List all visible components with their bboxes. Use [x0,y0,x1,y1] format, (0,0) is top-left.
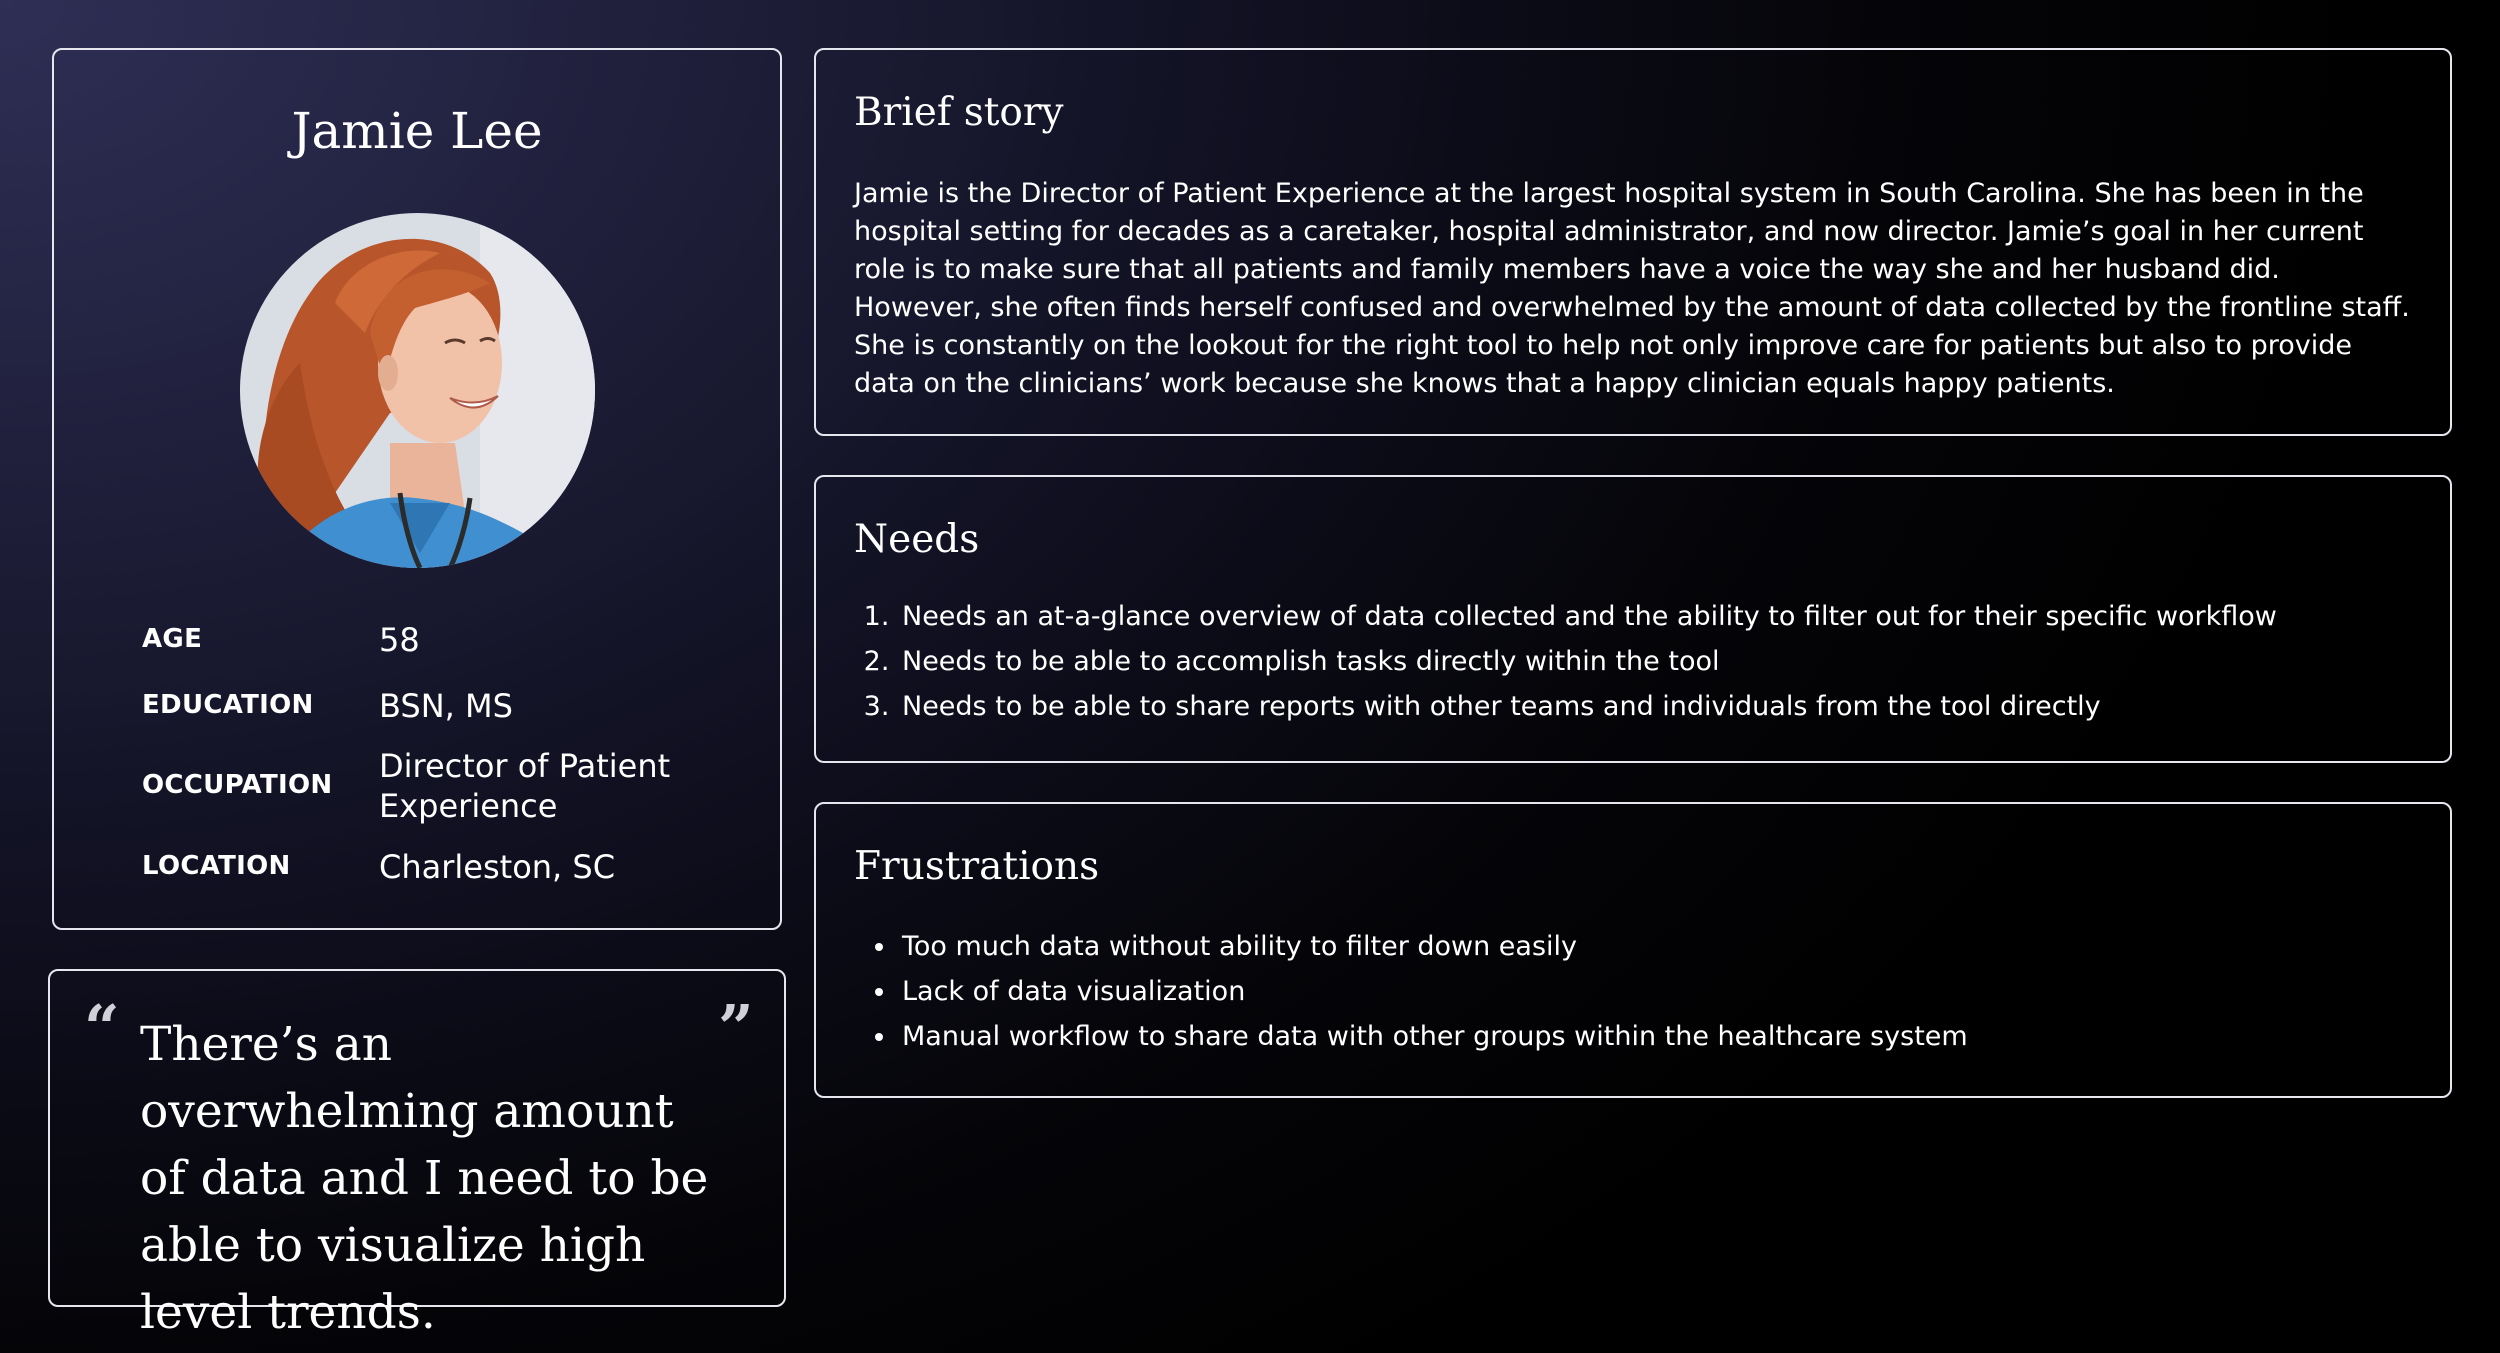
frustrations-card [814,802,2452,1098]
education-label: EDUCATION [142,690,314,720]
brief-story-card [814,48,2452,436]
needs-list-item: 3. Needs to be able to share reports with other teams and individuals from the tool directly [898,684,2277,729]
frustrations-list-item: • Manual workflow to share data with other groups within the healthcare system [898,1014,1968,1059]
frustrations-list [856,924,1968,1059]
needs-list-item: 2. Needs to be able to accomplish tasks directly within the tool [898,639,2277,684]
persona-photo [240,213,595,568]
occupation-label: OCCUPATION [142,770,333,800]
age-value: 58 [379,621,420,659]
needs-list [856,594,2277,729]
location-label: LOCATION [142,851,291,881]
occupation-value: Director of Patient Experience [379,747,671,825]
frustrations-list-item: • Too much data without ability to filter down easily [898,924,1968,969]
persona-photo-illustration [240,213,595,568]
persona-profile-card [52,48,782,930]
needs-card [814,475,2452,763]
age-label: AGE [142,624,203,654]
education-value: BSN, MS [379,687,513,725]
brief-story-text: Jamie is the Director of Patient Experience at the largest hospital system in South Carolina. She has been in the hospital setting for decades as a caretaker, hospital administrator, and now director. Jamie’s goal in her current role is to make sure that all patients and family members have a voice the way she and her husband did. However, she often finds herself confused and overwhelmed by the amount of data collected by the frontline staff. She is constantly on the lookout for the right tool to help not only improve care for patients but also to provide data on the clinicians’ work because she knows that a happy clinician equals happy patients. [854,178,2410,399]
brief-story-title: Brief story [854,90,1064,135]
open-quote-icon: “ [84,991,120,1064]
needs-list-item: 1. Needs an at-a-glance overview of data collected and the ability to filter out for their specific workflow [898,594,2277,639]
needs-title: Needs [854,517,980,562]
frustrations-list-item: • Lack of data visualization [898,969,1968,1014]
persona-quote-text: There’s an overwhelming amount of data and I need to be able to visualize high level trends. [140,1017,709,1340]
persona-name: Jamie Lee [291,102,543,160]
frustrations-title: Frustrations [854,844,1100,889]
persona-quote-card [48,969,786,1340]
close-quote-icon: ” [718,991,754,1064]
location-value: Charleston, SC [379,848,616,886]
